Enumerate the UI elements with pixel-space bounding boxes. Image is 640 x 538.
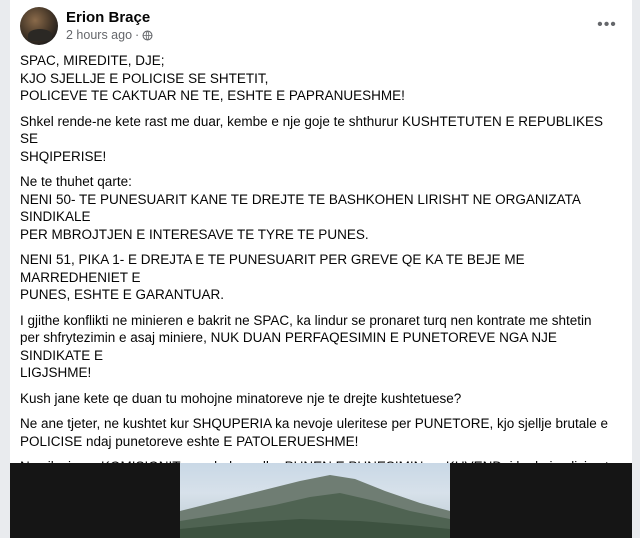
text-line: POLICEVE TE CAKTUAR NE TE, ESHTE E PAPRANUESHME! [20,88,405,103]
avatar[interactable] [20,7,58,45]
paragraph [20,52,624,105]
paragraph [20,173,624,243]
paragraph [20,113,624,166]
paragraph [20,312,624,382]
text-line: KJO SJELLJE E POLICISE SE SHTETIT, [20,70,269,86]
text-line: I gjithe konflikti ne minieren e bakrit ne SPAC, ka lindur se pronaret turq nen kontrate me shtetin [20,312,592,328]
text-line: POLICISE ndaj punetoreve eshte E PATOLERUESHME! [20,433,359,449]
globe-icon[interactable] [142,30,153,41]
paragraph [20,415,624,450]
mountain-photo[interactable] [180,463,450,538]
post-card [10,0,632,538]
text-line: Ne te thuhet qarte: [20,174,132,189]
text-line: PER MBROJTJEN E INTERESAVE TE TYRE TE PUNES. [20,226,369,242]
text-line: SHQIPERISE! [20,148,107,164]
text-line: NENI 51, PIKA 1- E DREJTA E TE PUNESUARIT PER GREVE QE KA TE BEJE ME MARREDHENIET E [20,252,525,285]
text-line: per shfrytezimin e asaj miniere, NUK DUAN PERFAQESIMIN E PUNETOREVE NGA NJE SINDIKATE E [20,330,557,363]
mountain-image [180,463,450,538]
paragraph [20,390,624,408]
text-line: NENI 50- TE PUNESUARIT KANE TE DREJTE TE BASHKOHEN LIRISHT NE ORGANIZATA SINDIKALE [20,191,581,224]
meta-separator: · [135,28,140,42]
post-header [10,0,632,50]
text-line: Kush jane kete qe duan tu mohojne minatoreve nje te drejte kushtetuese? [20,390,462,406]
text-line: LIGJSHME! [20,365,92,380]
text-line: Ne ane tjeter, ne kushtet kur SHQUPERIA ka nevoje uleritese per PUNETORE, kjo sjellje brutale e [20,416,609,431]
text-line: SPAC, MIREDITE, DJE; [20,53,165,68]
more-horizontal-icon: ••• [597,16,617,33]
text-line: PUNES, ESHTE E GARANTUAR. [20,287,225,302]
author-name[interactable]: Erion Braçe [66,9,151,26]
post-media[interactable] [10,463,632,538]
post-meta [66,28,153,42]
text-line: Shkel rende-ne kete rast me duar, kembe e nje goje te shthurur KUSHTETUTEN E REPUBLIKES SE [20,113,604,146]
post-timestamp[interactable]: 2 hours ago [66,28,133,42]
paragraph [20,251,624,304]
more-options-button[interactable] [594,12,620,38]
